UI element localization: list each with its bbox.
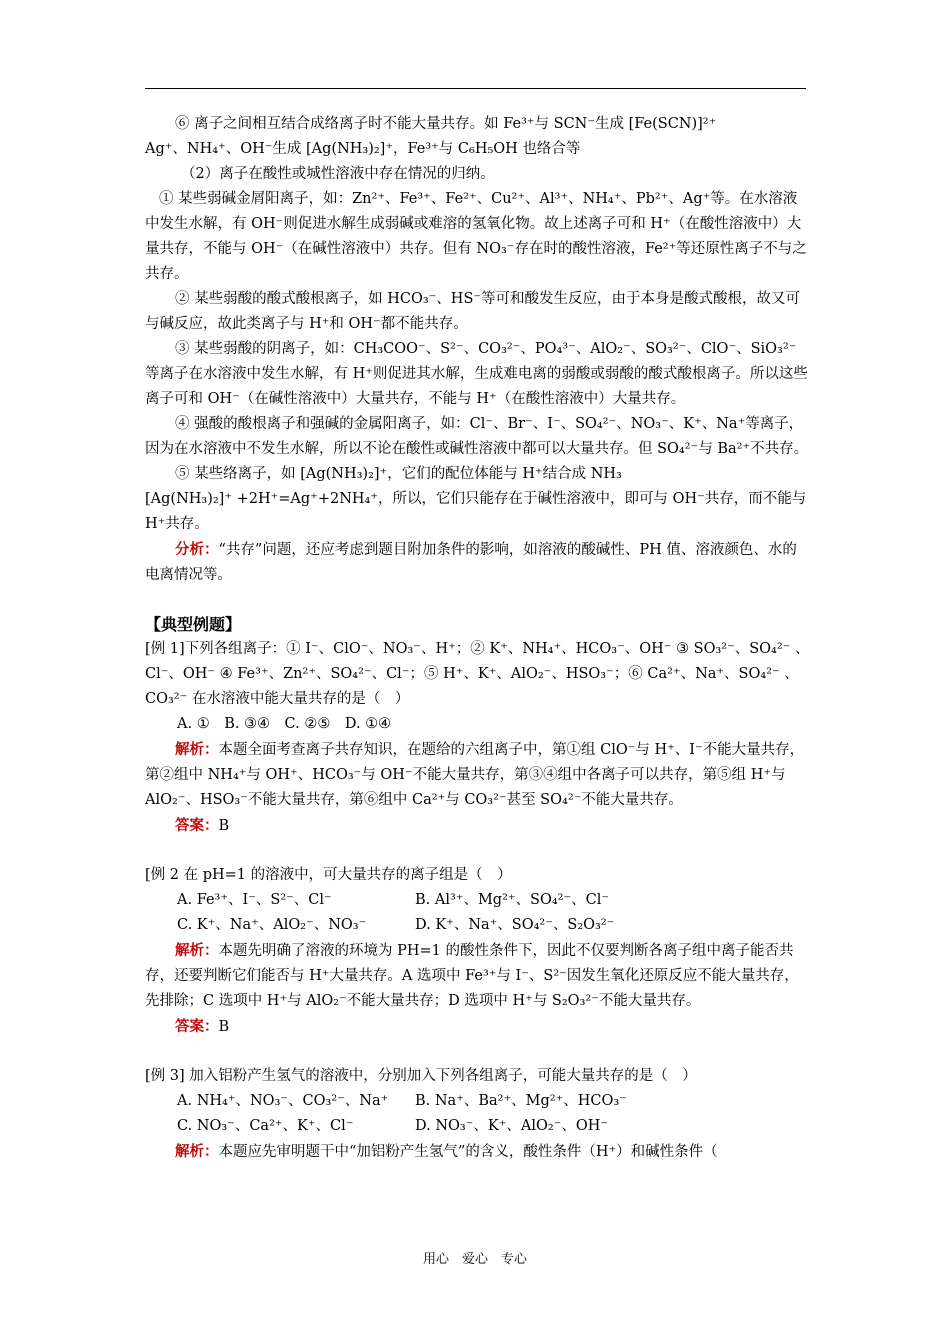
example-3-question: [例 3] 加入铝粉产生氢气的溶液中，分别加入下列各组离子，可能大量共存的是（ ） [145, 1068, 697, 1084]
analysis-text: “共存”问题，还应考虑到题目附加条件的影响，如溶液的酸碱性、PH 值、溶液颜色、水的电离情况等。 [145, 542, 797, 583]
analysis-label: 分析： [175, 541, 219, 558]
example-2-option-c: C. K⁺、Na⁺、AlO₂⁻、NO₃⁻ [177, 917, 367, 933]
example-2-analysis-label: 解析： [175, 942, 219, 959]
paragraph-acid-salts: ② 某些弱酸的酸式酸根离子，如 HCO₃⁻、HS⁻等可和酸发生反应，由于本身是酸式酸根，故又可与碱反应，故此类离子与 H⁺和 OH⁻都不能共存。 [145, 291, 801, 332]
paragraph-complex-ions-cont: Ag⁺、NH₄⁺、OH⁻生成 [Ag(NH₃)₂]⁺，Fe³⁺与 C₆H₅OH 也络合等 [145, 141, 581, 157]
paragraph-weak-base-cations: ① 某些弱碱金屑阳离子，如：Zn²⁺、Fe³⁺、Fe²⁺、Cu²⁺、Al³⁺、NH₄⁺、Pb²⁺、Ag⁺等。在水溶液中发生水解，有 OH⁻则促进水解生成弱碱或难溶的氢氧化物。故上述离子可和 H⁺（在酸性溶液中）大量共存，不能与 OH⁻（在碱性溶液中）共存。但有 NO₃⁻存在时的酸性溶液，Fe²⁺等还原性离子不与之共存。 [145, 191, 807, 282]
example-3-option-a: A. NH₄⁺、NO₃⁻、CO₃²⁻、Na⁺ [177, 1093, 389, 1109]
paragraph-subheading: （2）离子在酸性或城性溶液中存在情况的归纳。 [181, 166, 495, 182]
example-3-option-b: B. Na⁺、Ba²⁺、Mg²⁺、HCO₃⁻ [415, 1093, 627, 1109]
example-1-analysis-text: 本题全面考查离子共存知识，在题给的六组离子中，第①组 ClO⁻与 H⁺、I⁻不能大量共存，第②组中 NH₄⁺与 OH⁺、HCO₃⁻与 OH⁻不能大量共存，第③④组中各离子可以共存，第⑤组 H⁺与 AlO₂⁻、HSO₃⁻不能大量共存，第⑥组中 Ca²⁺与 CO₃²⁻甚至 SO₄²⁻不能大量共存。 [145, 742, 805, 808]
example-2-option-d: D. K⁺、Na⁺、SO₄²⁻、S₂O₃²⁻ [415, 917, 615, 933]
example-2-analysis-text: 本题先明确了溶液的环境为 PH=1 的酸性条件下，因此不仅要判断各离子组中离子能否共存，还要判断它们能否与 H⁺大量共存。A 选项中 Fe³⁺与 I⁻、S²⁻因发生氧化还原反应不能大量共存，先排除；C 选项中 H⁺与 AlO₂⁻不能大量共存；D 选项中 H⁺与 S₂O₃²⁻不能大量共存。 [145, 943, 799, 1009]
section-title: 【典型例题】 [145, 615, 242, 634]
example-1-question: [例 1]下列各组离子：① I⁻、ClO⁻、NO₃⁻、H⁺；② K⁺、NH₄⁺、HCO₃⁻、OH⁻ ③ SO₃²⁻、SO₄²⁻ 、Cl⁻、OH⁻ ④ Fe³⁺、Zn²⁺、SO₄²⁻、Cl⁻；⑤ H⁺、K⁺、AlO₂⁻、HSO₃⁻；⑥ Ca²⁺、Na⁺、SO₄²⁻ 、CO₃²⁻ 在水溶液中能大量共存的是（ ） [145, 641, 810, 707]
example-2-answer [145, 1014, 810, 1040]
paragraph-complexes: ⑤ 某些络离子，如 [Ag(NH₃)₂]⁺，它们的配位体能与 H⁺结合成 NH₃ [175, 466, 622, 482]
example-3-analysis-text: 本题应先审明题干中“加铝粉产生氢气”的含义，酸性条件（H⁺）和碱性条件（ [218, 1144, 718, 1160]
example-2-analysis [145, 938, 810, 1014]
example-3-analysis [145, 1139, 810, 1165]
header-rule [145, 88, 806, 89]
example-2-option-b: B. Al³⁺、Mg²⁺、SO₄²⁻、Cl⁻ [415, 892, 610, 908]
example-1-answer [145, 813, 810, 839]
paragraph-complex-ions: ⑥ 离子之间相互结合成络离子时不能大量共存。如 Fe³⁺与 SCN⁻生成 [Fe(SCN)]²⁺ [175, 116, 717, 132]
example-1-options: A. ① B. ③④ C. ②⑤ D. ①④ [177, 716, 392, 732]
example-3-analysis-label: 解析： [175, 1143, 219, 1160]
paragraph-weak-acid-anions: ③ 某些弱酸的阴离子，如：CH₃COO⁻、S²⁻、CO₃²⁻、PO₄³⁻、AlO₂⁻、SO₃²⁻、ClO⁻、SiO₃²⁻等离子在水溶液中发生水解，有 H⁺则促进其水解，生成难电离的弱酸或弱酸的酸式酸根离子。所以这些离子可和 OH⁻（在碱性溶液中）大量共存，不能与 H⁺（在酸性溶液中）大量共存。 [145, 341, 808, 407]
example-2-option-a: A. Fe³⁺、I⁻、S²⁻、Cl⁻ [177, 892, 332, 908]
page-footer: 用心 爱心 专心 [422, 1252, 527, 1267]
example-2-answer-label: 答案： [175, 1018, 219, 1035]
paragraph-complexes-cont: [Ag(NH₃)₂]⁺ +2H⁺=Ag⁺+2NH₄⁺，所以，它们只能存在于碱性溶液中，即可与 OH⁻共存，而不能与 H⁺共存。 [145, 491, 807, 532]
example-2-answer-value: B [218, 1019, 230, 1035]
paragraph-strong-acid-ions: ④ 强酸的酸根离子和强碱的金属阳离子，如：Cl⁻、Br⁻、I⁻、SO₄²⁻、NO₃⁻、K⁺、Na⁺等离子，因为在水溶液中不发生水解，所以不论在酸性或碱性溶液中都可以大量共存。但 SO₄²⁻与 Ba²⁺不共存。 [145, 416, 809, 457]
example-3-options [145, 1089, 810, 1139]
example-1-answer-value: B [218, 818, 230, 834]
example-1-analysis [145, 737, 810, 813]
spacer [145, 839, 810, 863]
spacer [145, 1040, 810, 1064]
example-1-answer-label: 答案： [175, 817, 219, 834]
example-3-option-c: C. NO₃⁻、Ca²⁺、K⁺、Cl⁻ [177, 1118, 354, 1134]
example-3-option-d: D. NO₃⁻、K⁺、AlO₂⁻、OH⁻ [415, 1118, 609, 1134]
document-body [145, 112, 810, 1165]
example-2-question: [例 2 在 pH=1 的溶液中，可大量共存的离子组是（ ） [145, 867, 512, 883]
example-1-analysis-label: 解析： [175, 741, 219, 758]
example-2-options [145, 888, 810, 938]
analysis [145, 537, 810, 588]
